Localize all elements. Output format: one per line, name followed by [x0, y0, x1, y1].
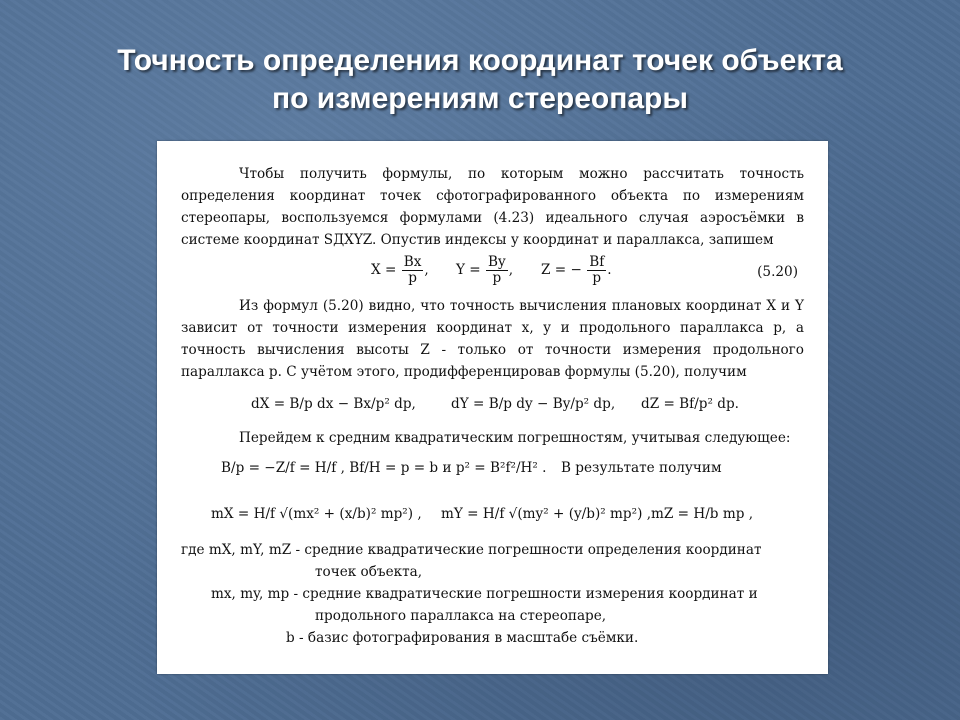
eq-dy: dY = B/p dy − By/p² dp,	[451, 396, 616, 412]
eq-x-den: p	[408, 270, 417, 286]
equation-5-20	[181, 251, 804, 295]
legend	[181, 539, 804, 649]
eq-mx: mX = H/f √(mx² + (x/b)² mp²) ,	[211, 506, 422, 522]
eq-z-fraction	[587, 255, 606, 286]
eq-dz: dZ = Bf/p² dp.	[641, 396, 739, 412]
legend-line-1: где mX, mY, mZ - средние квадратические погрешности определения координат	[181, 542, 762, 558]
eq-z-den: p	[592, 270, 602, 286]
equation-number: (5.20)	[757, 264, 798, 280]
paragraph-explanation: Из формул (5.20) видно, что точность вычисления плановых координат X и Y зависит от точности измерения координат x, y и продольного параллакса p, а точность вычисления высоты Z - только от точности измерения продольного параллакса p. С учётом этого, продифференцировав формулы (5.20), получим	[181, 298, 804, 380]
slide-title-line-1: Точность определения координат точек объекта	[117, 44, 843, 77]
paragraph-errors: Перейдем к средним квадратическим погрешностям, учитывая следующее:	[239, 430, 791, 446]
eq-y-den: p	[492, 270, 502, 286]
equation-differentials	[181, 383, 804, 427]
eq-z-num: Bf	[589, 254, 605, 270]
legend-line-1b: точек объекта,	[315, 564, 423, 580]
eq-dx: dX = B/p dx − Bx/p² dp,	[251, 396, 416, 412]
equation-relations	[181, 449, 804, 489]
eq-z-lhs: Z = −	[541, 262, 582, 278]
textbook-page	[157, 141, 828, 674]
result-text: В результате получим	[561, 460, 722, 476]
legend-line-2: mx, my, mp - средние квадратические погрешности измерения координат и	[211, 586, 758, 602]
eq-my: mY = H/f √(my² + (y/b)² mp²) ,	[441, 506, 652, 522]
eq-x: X = $\frac{Bx}{p}$ ,	[371, 254, 429, 286]
slide-title-line-2: по измерениям стереопары	[271, 82, 688, 115]
paragraph-intro: Чтобы получить формулы, по которым можно рассчитать точность определения координат точек сфотографированного объекта по измерениям стереопары, воспользуемся формулами (4.23) идеального случая аэросъёмки в системе координат SДXYZ. Опустив индексы у координат и параллакса, запишем	[181, 166, 804, 248]
eq-y-num: By	[488, 254, 506, 270]
legend-line-3: b - базис фотографирования в масштабе съёмки.	[286, 630, 639, 646]
eq-x-lhs: X =	[371, 262, 397, 278]
eq-y-lhs: Y =	[456, 262, 481, 278]
eq-x-num: Bx	[403, 254, 422, 270]
eq-mz: mZ = H/b mp ,	[651, 506, 754, 522]
eq-z: Z = − $\frac{Bf}{p}$ .	[541, 254, 612, 286]
eq-relations: B/p = −Z/f = H/f , Bf/H = p = b и p² = B²f²/H² .	[221, 460, 547, 476]
equation-rms	[181, 489, 804, 539]
legend-line-2b: продольного параллакса на стереопаре,	[315, 608, 607, 624]
eq-y: Y = $\frac{By}{p}$ ,	[456, 254, 514, 286]
eq-y-fraction	[486, 255, 508, 286]
eq-x-fraction	[402, 255, 424, 286]
slide-title	[0, 42, 960, 118]
